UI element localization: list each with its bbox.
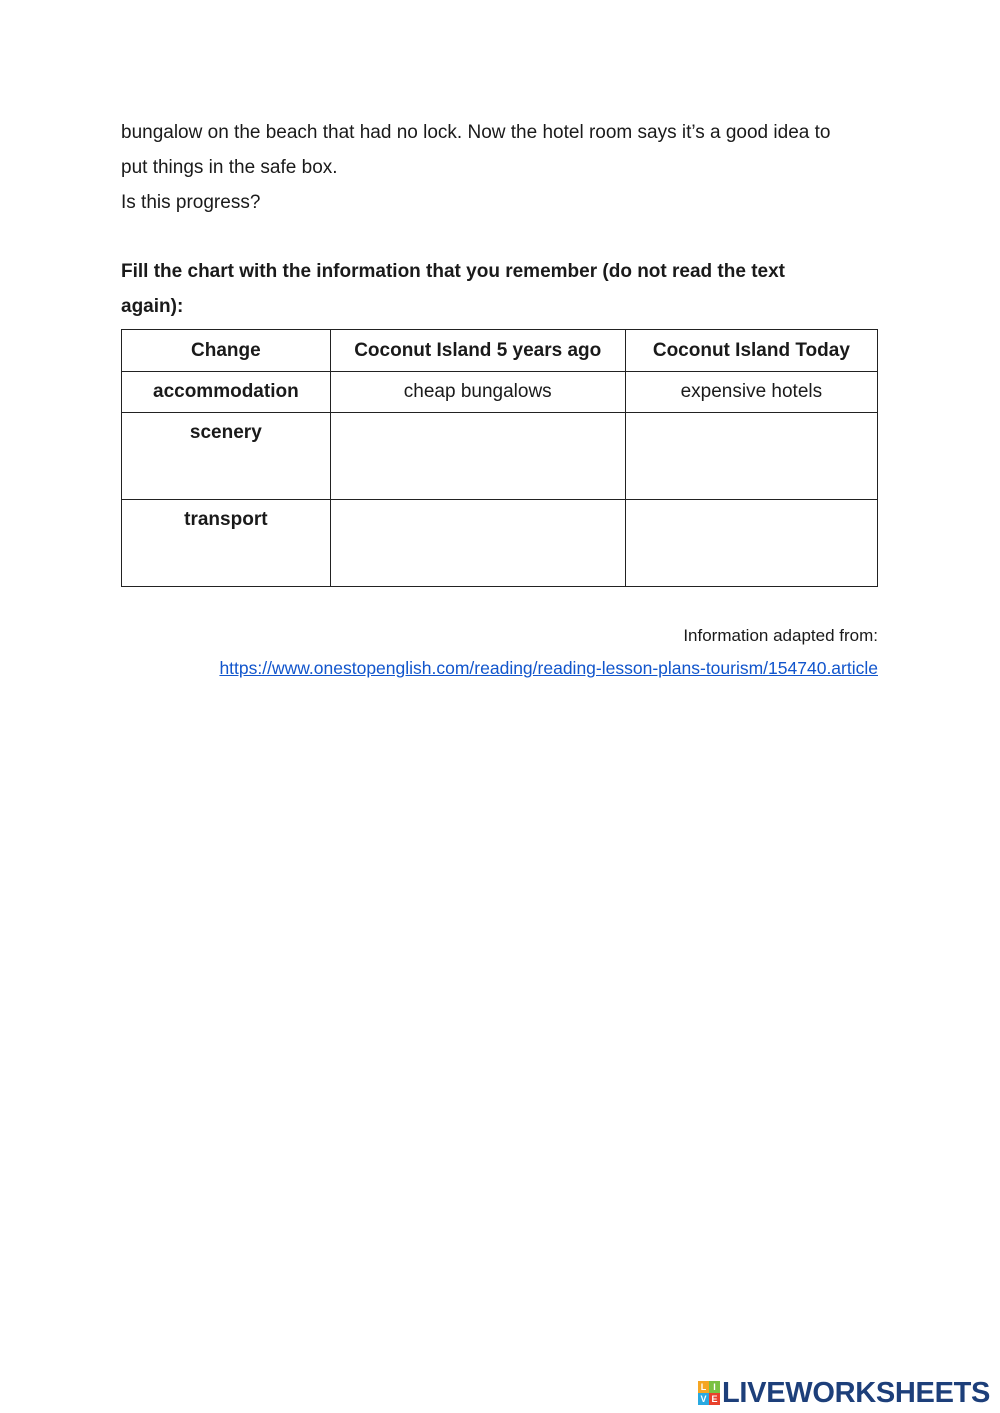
cell-accommodation-today: expensive hotels [625, 372, 877, 413]
comparison-chart [121, 329, 878, 587]
logo-letter-v: V [698, 1393, 709, 1405]
answer-field-transport-today[interactable] [625, 500, 877, 587]
live-icon [698, 1381, 720, 1405]
table-row [122, 413, 878, 500]
logo-letter-e: E [709, 1393, 720, 1405]
answer-field-scenery-today[interactable] [625, 413, 877, 500]
row-label-scenery: scenery [122, 413, 331, 500]
logo-letter-l: L [698, 1381, 709, 1393]
row-label-accommodation: accommodation [122, 372, 331, 413]
answer-field-transport-past[interactable] [330, 500, 625, 587]
source-link[interactable]: https://www.onestopenglish.com/reading/reading-lesson-plans-tourism/154740.article [219, 658, 878, 678]
answer-field-scenery-past[interactable] [330, 413, 625, 500]
instruction-line-2: again): [121, 296, 184, 317]
table-row [122, 372, 878, 413]
source-label: Information adapted from: [683, 626, 878, 645]
reading-text-line-2: put things in the safe box. [121, 157, 338, 178]
instruction-line-1: Fill the chart with the information that you remember (do not read the text [121, 261, 785, 282]
liveworksheets-logo [698, 1378, 990, 1408]
header-today: Coconut Island Today [625, 330, 877, 372]
reading-text-line-1: bungalow on the beach that had no lock. Now the hotel room says it’s a good idea to [121, 122, 831, 143]
logo-letter-i: I [709, 1381, 720, 1393]
table-row [122, 500, 878, 587]
row-label-transport: transport [122, 500, 331, 587]
header-change: Change [122, 330, 331, 372]
brand-name: LIVEWORKSHEETS [722, 1376, 991, 1409]
cell-accommodation-past: cheap bungalows [330, 372, 625, 413]
reading-question: Is this progress? [121, 192, 261, 213]
header-five-years-ago: Coconut Island 5 years ago [330, 330, 625, 372]
chart-header-row [122, 330, 878, 372]
